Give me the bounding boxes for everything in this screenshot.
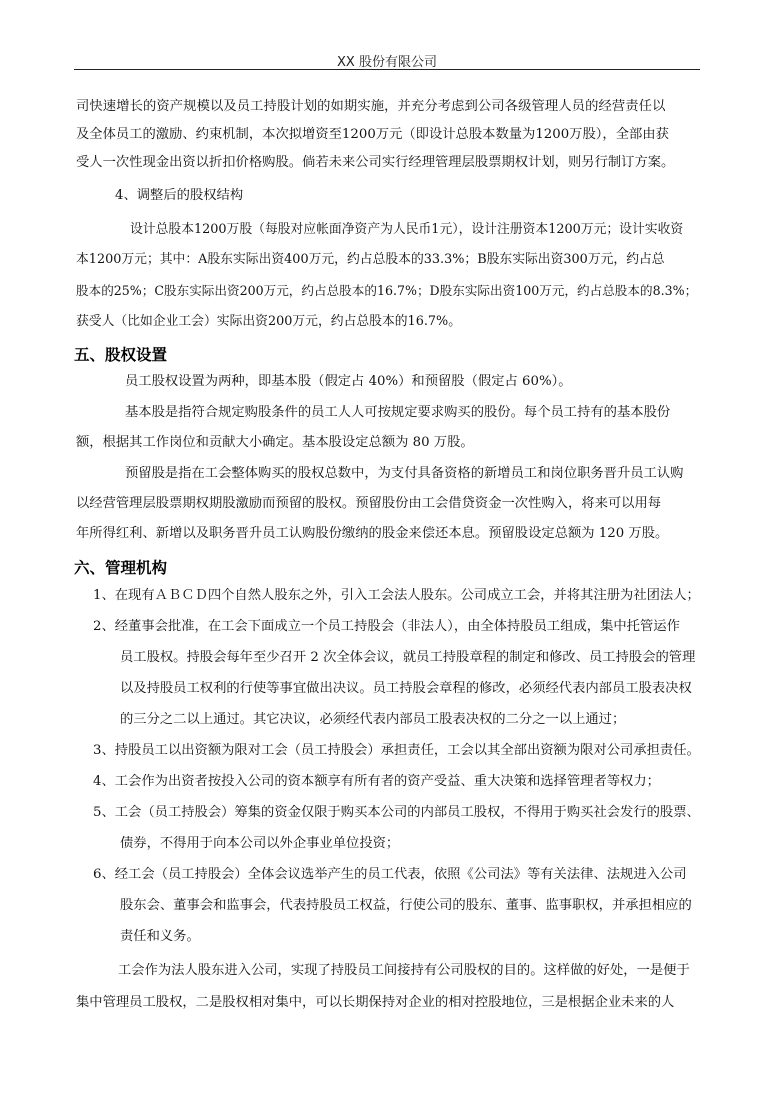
section-6-item-3: 3、持股员工以出资额为限对工会（员工持股会）承担责任，工会以其全部出资额为限对公司承担责任。 [93,743,700,758]
section-6-item-6-cont-2: 责任和义务。 [120,929,200,944]
section-6-closing-line-1: 工会作为法人股东进入公司，实现了持股员工间接持有公司股权的目的。这样做的好处，一是便于 [118,963,690,978]
header-title: XX 股份有限公司 [337,55,437,70]
section-5-line-2: 基本股是指符合规定购股条件的员工人人可按规定要求购买的股份。每个员工持有的基本股份 [125,405,671,420]
section-6-item-4: 4、工会作为出资者按投入公司的资本额享有所有者的资产受益、重大决策和选择管理者等权力； [93,774,660,789]
section-5-line-3: 额，根据其工作岗位和贡献大小确定。基本股设定总额为 80 万股。 [76,435,474,450]
section-6-item-6-cont-1: 股东会、董事会和监事会，代表持股员工权益，行使公司的股东、董事、监事职权，并承担相应的 [120,898,692,913]
section-6-item-2-cont-1: 员工股权。持股会每年至少召开 2 次全体会议，就员工持股章程的制定和修改、员工持股会的管理 [120,650,696,665]
intro-line-3: 受人一次性现金出资以折扣价格购股。倘若未来公司实行经理管理层股票期权计划，则另行制订方案。 [76,155,675,170]
section-6-item-5-cont: 债券，不得用于向本公司以外企事业单位投资； [120,836,400,851]
subsection-4-title: 4、调整后的股权结构 [115,188,244,203]
section-6-heading: 六、管理机构 [74,559,168,577]
section-6-item-5: 5、工会（员工持股会）筹集的资金仅限于购买本公司的内部员工股权，不得用于购买社会发行的股票、 [93,805,700,820]
section-6-closing-line-2: 集中管理员工股权，二是股权相对集中，可以长期保持对企业的相对控股地位，三是根据企业未来的人 [76,995,675,1010]
section-6-item-2-cont-2: 以及持股员工权利的行使等事宜做出决议。员工持股会章程的修改，必须经代表内部员工股表决权 [120,681,692,696]
header-divider [74,69,700,70]
sub4-line-3: 股本的25%；C股东实际出资200万元，约占总股本的16.7%；D股东实际出资100万元，约占总股本的8.3%； [76,283,698,298]
section-6-item-6: 6、经工会（员工持股会）全体会议选举产生的员工代表，依照《公司法》等有关法律、法规进入公司 [93,867,687,882]
section-5-line-6: 年所得红利、新增以及职务晋升员工认购股份缴纳的股金来偿还本息。预留股设定总额为 120 万股。 [76,526,669,541]
section-5-line-5: 以经营管理层股票期权期股激励而预留的股权。预留股份由工会借贷资金一次性购入，将来可以用每 [76,496,662,511]
section-5-line-4: 预留股是指在工会整体购买的股权总数中，为支付具备资格的新增员工和岗位职务晋升员工认购 [125,466,684,481]
sub4-line-2: 本1200万元；其中：A股东实际出资400万元，约占总股本的33.3%；B股东实际出资300万元，约占总 [76,252,665,267]
section-5-heading: 五、股权设置 [74,346,168,364]
section-5-line-1: 员工股权设置为两种，即基本股（假定占 40%）和预留股（假定占 60%）。 [125,374,572,389]
section-6-item-2-cont-3: 的三分之二以上通过。其它决议，必须经代表内部员工股表决权的二分之一以上通过； [120,712,626,727]
section-6-item-2: 2、经董事会批准，在工会下面成立一个员工持股会（非法人），由全体持股员工组成，集中托管运作 [93,619,680,634]
sub4-line-4: 获受人（比如企业工会）实际出资200万元，约占总股本的16.7%。 [76,314,461,329]
intro-line-1: 司快速增长的资产规模以及员工持股计划的如期实施，并充分考虑到公司各级管理人员的经营责任以 [76,99,666,114]
section-6-item-1: 1、在现有ＡＢＣＤ四个自然人股东之外，引入工会法人股东。公司成立工会，并将其注册为社团法人； [93,588,700,603]
sub4-line-1: 设计总股本1200万股（每股对应帐面净资产为人民币1元），设计注册资本1200万元；设计实收资 [130,222,684,237]
intro-line-2: 及全体员工的激励、约束机制，本次拟增资至1200万元（即设计总股本数量为1200万股），全部由获 [76,127,669,142]
